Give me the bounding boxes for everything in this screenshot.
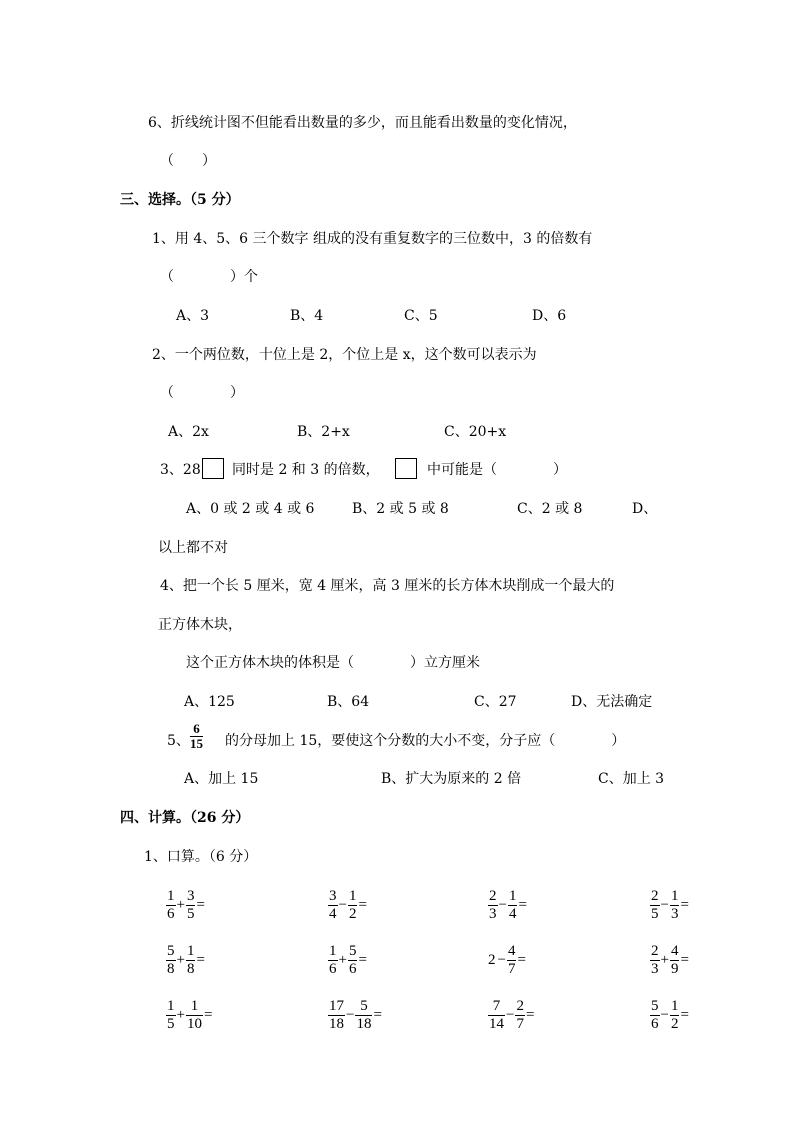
calc-expression [650, 940, 690, 980]
operator: − [506, 1006, 515, 1023]
equals-sign: = [525, 1006, 535, 1023]
calc-expression [488, 995, 535, 1035]
fraction [508, 889, 518, 922]
fraction-denominator: 18 [356, 1015, 372, 1032]
s3-q3-option-d: D、 [632, 501, 658, 517]
fraction-numerator: 5 [167, 942, 175, 959]
s3-q3-option-d-wrap: 以上都不对 [158, 540, 228, 556]
s3-q4-line1: 4、把一个长 5 厘米，宽 4 厘米，高 3 厘米的长方体木块削成一个最大的 [160, 578, 615, 594]
fraction [166, 999, 176, 1032]
s3-q3-middle: 同时是 2 和 3 的倍数， [232, 462, 380, 478]
s3-q3-option-b: B、2 或 5 或 8 [352, 501, 449, 517]
s3-q3-option-a: A、0 或 2 或 4 或 6 [186, 501, 315, 517]
fraction-denominator: 8 [186, 960, 195, 977]
fraction-numerator: 1 [670, 997, 679, 1014]
operator: − [660, 1006, 669, 1023]
fraction [348, 889, 358, 922]
fraction-denominator: 6 [329, 960, 337, 977]
operator: − [498, 896, 507, 913]
fraction-numerator: 1 [348, 887, 357, 904]
fraction-numerator: 5 [651, 997, 659, 1014]
section-4-title: 四、计算。（26 分） [120, 810, 250, 826]
s3-q4-option-a: A、125 [184, 694, 235, 710]
equals-sign: = [373, 1006, 382, 1023]
s3-q2-option-a: A、2x [168, 424, 209, 440]
calc-expression [328, 940, 368, 980]
equals-sign: = [680, 951, 689, 968]
fraction [488, 889, 498, 922]
s3-q1-blank: （ ）个 [160, 269, 258, 285]
operator: + [338, 951, 347, 968]
calc-expression [328, 885, 368, 925]
s3-q2-text: 2、一个两位数，十位上是 2，个位上是 x，这个数可以表示为 [152, 347, 537, 363]
fraction-denominator: 9 [670, 960, 679, 977]
fraction [328, 889, 338, 922]
operator: − [338, 896, 347, 913]
calc-expression [166, 885, 206, 925]
fraction-denominator: 6 [651, 1015, 659, 1032]
fraction [670, 944, 680, 977]
s3-q5-fraction [190, 722, 203, 751]
integer-term: 2 [488, 951, 496, 968]
equals-sign: = [196, 896, 205, 913]
fraction-numerator: 1 [329, 942, 337, 959]
s3-q3-prefix: 3、28 [160, 462, 201, 478]
s3-q2-option-b: B、2+x [297, 424, 350, 440]
s3-q1-option-d: D、6 [532, 308, 567, 324]
fraction-denominator: 4 [329, 905, 337, 922]
s3-q4-line3: 这个正方体木块的体积是（ ）立方厘米 [186, 655, 480, 671]
fraction-numerator: 2 [651, 942, 659, 959]
fraction [186, 999, 203, 1032]
fraction [650, 889, 660, 922]
fraction-numerator: 3 [186, 887, 195, 904]
fraction-denominator: 4 [508, 905, 517, 922]
s3-q5-option-a: A、加上 15 [184, 771, 259, 787]
calc-expression [488, 885, 528, 925]
question-6-blank: （ ） [160, 153, 216, 169]
equals-sign: = [358, 896, 367, 913]
fraction-numerator: 2 [651, 887, 659, 904]
calc-expression [328, 995, 383, 1035]
fraction [515, 999, 525, 1032]
equals-sign: = [680, 1006, 689, 1023]
equals-sign: = [517, 951, 526, 968]
s3-q4-option-d: D、无法确定 [571, 694, 653, 710]
fraction-denominator: 8 [167, 960, 175, 977]
fraction-numerator: 1 [508, 887, 517, 904]
fraction-denominator: 3 [670, 905, 679, 922]
equals-sign: = [680, 896, 689, 913]
fraction [650, 944, 660, 977]
fraction [186, 889, 196, 922]
equals-sign: = [358, 951, 367, 968]
s3-q5-option-b: B、扩大为原来的 2 倍 [381, 771, 522, 787]
operator: − [660, 896, 669, 913]
question-6-text: 6、折线统计图不但能看出数量的多少，而且能看出数量的变化情况， [148, 115, 577, 131]
fraction [488, 999, 505, 1032]
operator: + [176, 896, 185, 913]
fraction-numerator: 7 [492, 997, 501, 1014]
calc-expression [166, 940, 206, 980]
fraction-denominator: 6 [167, 905, 175, 922]
fraction-numerator: 5 [348, 942, 357, 959]
operator: + [176, 1006, 185, 1023]
s3-q5-text: 的分母加上 15，要使这个分数的大小不变，分子应（ ） [225, 733, 626, 749]
fraction [166, 889, 176, 922]
blank-box [202, 458, 224, 479]
fraction [650, 999, 660, 1032]
equals-sign: = [518, 896, 527, 913]
fraction [186, 944, 196, 977]
fraction [670, 999, 680, 1032]
blank-box [395, 458, 417, 479]
fraction-denominator: 7 [516, 1015, 524, 1032]
s3-q1-option-c: C、5 [404, 308, 438, 324]
fraction-denominator: 5 [167, 1015, 175, 1032]
s4-sub1-title: 1、口算。（6 分） [144, 849, 258, 865]
fraction-denominator: 5 [651, 905, 659, 922]
fraction-numerator: 17 [329, 997, 344, 1014]
fraction-denominator: 3 [489, 905, 497, 922]
calc-expression [488, 940, 527, 980]
fraction-numerator: 6 [193, 721, 200, 736]
calc-expression [166, 995, 213, 1035]
s3-q1-text: 1、用 4、5、6 三个数字 组成的没有重复数字的三位数中，3 的倍数有 [152, 231, 593, 247]
fraction-denominator: 2 [348, 905, 357, 922]
operator: + [660, 951, 669, 968]
fraction [348, 944, 358, 977]
fraction-numerator: 4 [507, 942, 516, 959]
section-3-title: 三、选择。（5 分） [120, 192, 240, 208]
fraction-numerator: 2 [516, 997, 524, 1014]
fraction-numerator: 3 [329, 887, 337, 904]
s3-q2-option-c: C、20+x [444, 424, 507, 440]
equals-sign: = [196, 951, 205, 968]
fraction-denominator: 14 [489, 1015, 504, 1032]
s3-q2-blank: （ ） [160, 385, 244, 401]
fraction [166, 944, 176, 977]
s3-q5-prefix: 5、 [167, 733, 190, 749]
fraction [670, 889, 680, 922]
fraction-numerator: 2 [489, 887, 497, 904]
s3-q4-option-b: B、64 [327, 694, 370, 710]
fraction [328, 999, 345, 1032]
operator: + [176, 951, 185, 968]
operator: − [346, 1006, 355, 1023]
operator: − [497, 951, 506, 968]
calc-expression [650, 995, 690, 1035]
fraction-denominator: 18 [329, 1015, 344, 1032]
s3-q4-option-c: C、27 [474, 694, 517, 710]
s3-q1-option-a: A、3 [176, 308, 210, 324]
fraction-denominator: 15 [190, 736, 203, 751]
fraction-numerator: 5 [360, 997, 368, 1014]
fraction-denominator: 10 [186, 1015, 202, 1032]
fraction-numerator: 4 [670, 942, 679, 959]
fraction-denominator: 2 [670, 1015, 679, 1032]
fraction-denominator: 6 [348, 960, 357, 977]
calc-expression [650, 885, 690, 925]
fraction-denominator: 3 [651, 960, 659, 977]
s3-q3-option-c: C、2 或 8 [517, 501, 583, 517]
fraction-numerator: 1 [190, 997, 199, 1014]
fraction [507, 944, 517, 977]
fraction-denominator: 5 [186, 905, 195, 922]
s3-q5-option-c: C、加上 3 [598, 771, 665, 787]
s3-q3-suffix: 中可能是（ ） [427, 462, 567, 478]
fraction-denominator: 7 [507, 960, 516, 977]
fraction-numerator: 1 [186, 942, 195, 959]
fraction [355, 999, 372, 1032]
fraction-numerator: 1 [167, 887, 175, 904]
s3-q4-line2: 正方体木块， [158, 617, 242, 633]
equals-sign: = [203, 1006, 213, 1023]
s3-q1-option-b: B、4 [290, 308, 324, 324]
fraction [328, 944, 338, 977]
fraction-numerator: 1 [167, 997, 175, 1014]
fraction-numerator: 1 [670, 887, 679, 904]
